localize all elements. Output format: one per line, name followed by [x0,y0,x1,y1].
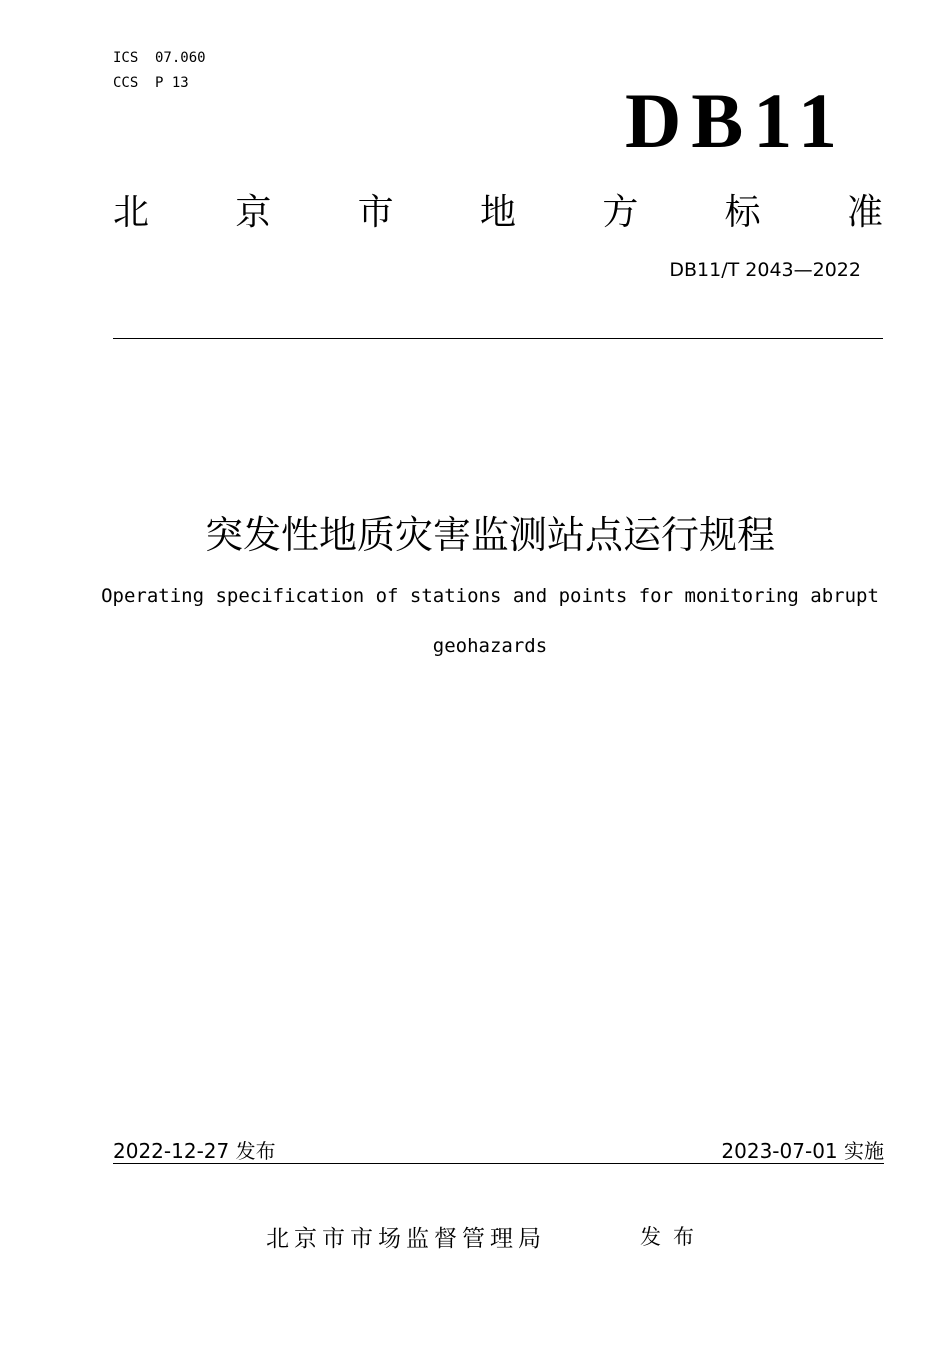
ccs-code [113,75,189,91]
standard-type-char: 标 [724,191,761,233]
issuing-authority: 北京市市场监督管理局 [266,1226,546,1252]
issue-action: 发布 [640,1225,706,1249]
ccs-label: CCS [113,75,139,91]
footer-divider [113,1163,884,1164]
standard-type-char: 准 [846,191,883,233]
standard-type-char: 市 [357,191,394,233]
implementation-date: 2023-07-01 实施 [721,1139,884,1163]
standard-type-char: 京 [235,191,272,233]
document-title-english-line2: geohazards [432,635,548,657]
ics-value: 07.060 [155,50,206,66]
standard-type-heading [113,184,883,234]
standard-number: DB11/T 2043—2022 [669,259,861,281]
standard-type-char: 地 [479,191,516,233]
document-title-english-line1: Operating specification of stations and points for monitoring abrupt [101,585,879,607]
ccs-value: P 13 [155,75,189,91]
document-title-chinese: 突发性地质灾害监测站点运行规程 [204,513,775,557]
standard-type-char: 方 [602,191,639,233]
header-divider [113,338,883,339]
db11-logo: DB11 [624,77,847,164]
issue-date: 2022-12-27 发布 [113,1139,276,1163]
ics-label: ICS [113,50,139,66]
ics-code [113,50,206,66]
standard-type-char: 北 [113,191,150,233]
